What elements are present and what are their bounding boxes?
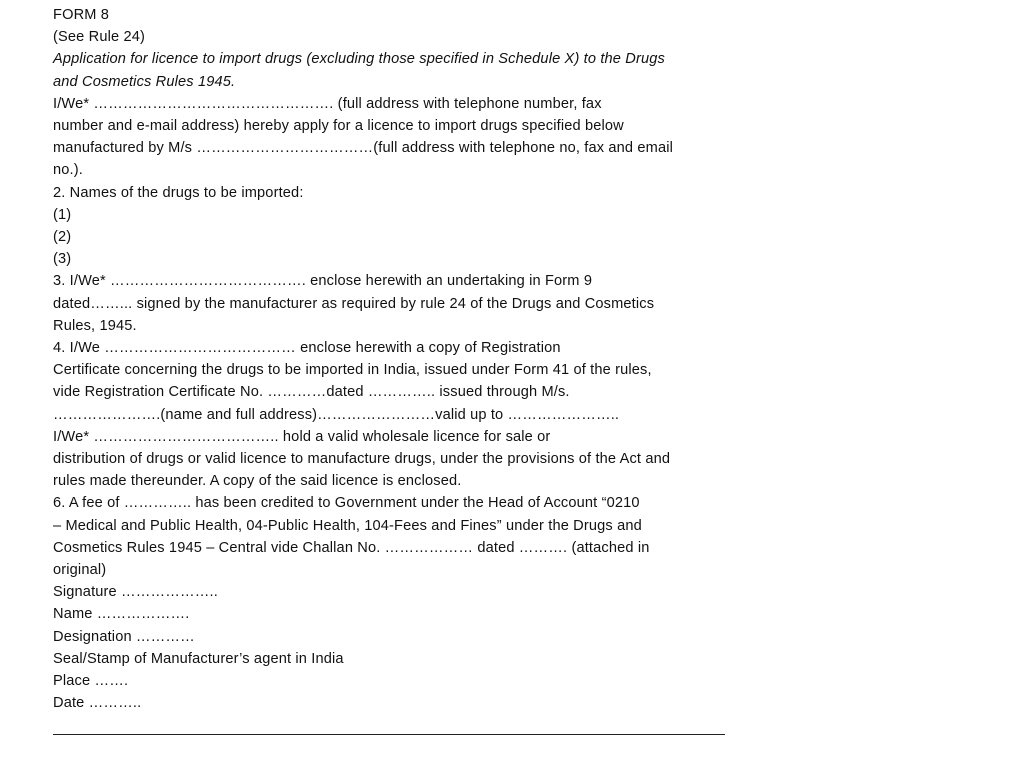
- seal-stamp-label: Seal/Stamp of Manufacturer’s agent in India: [53, 650, 344, 667]
- body-line: ………………….(name and full address)……………………valid up to …………………..: [53, 406, 620, 423]
- body-line: 4. I/We ………………………………… enclose herewith a copy of Registration: [53, 340, 561, 357]
- drug-entry-1: (1): [53, 206, 72, 223]
- form-title: FORM 8: [53, 7, 110, 23]
- body-line: Certificate concerning the drugs to be imported in India, issued under Form 41 of the rules,: [53, 362, 652, 379]
- body-line: original): [53, 562, 107, 579]
- signature-field: Signature ………………..: [53, 584, 218, 601]
- name-field: Name ……………….: [53, 606, 190, 623]
- body-line: 3. I/We* …………………………………. enclose herewith an undertaking in Form 9: [53, 273, 593, 290]
- drug-entry-3: (3): [53, 251, 72, 268]
- body-line: manufactured by M/s ………………………………(full address with telephone no, fax and email: [53, 140, 674, 157]
- place-field: Place …….: [53, 673, 129, 690]
- body-line: I/We* …………………………………………. (full address with telephone number, fax: [53, 95, 602, 112]
- form-8-document: [53, 4, 993, 715]
- drug-names-heading: 2. Names of the drugs to be imported:: [53, 184, 304, 201]
- bottom-separator-line: [53, 734, 725, 735]
- body-line: – Medical and Public Health, 04-Public Health, 104-Fees and Fines” under the Drugs and: [53, 517, 642, 534]
- date-field: Date ………..: [53, 695, 142, 712]
- form-heading-line-1: Application for licence to import drugs (excluding those specified in Schedule X) to the Drugs: [53, 51, 665, 68]
- body-line: I/We* ……………………………….. hold a valid wholesale licence for sale or: [53, 428, 551, 445]
- body-line: no.).: [53, 162, 83, 179]
- rule-reference: (See Rule 24): [53, 29, 145, 46]
- body-line: Cosmetics Rules 1945 – Central vide Challan No. ……………… dated ………. (attached in: [53, 539, 650, 556]
- body-line: Rules, 1945.: [53, 317, 137, 334]
- form-heading-line-2: and Cosmetics Rules 1945.: [53, 73, 236, 90]
- body-line: distribution of drugs or valid licence to manufacture drugs, under the provisions of the Act and: [53, 451, 671, 468]
- designation-field: Designation …………: [53, 628, 195, 645]
- body-line: dated……... signed by the manufacturer as required by rule 24 of the Drugs and Cosmetics: [53, 295, 655, 312]
- drug-entry-2: (2): [53, 229, 72, 246]
- body-line: rules made thereunder. A copy of the said licence is enclosed.: [53, 473, 462, 490]
- body-line: vide Registration Certificate No. …………dated ………….. issued through M/s.: [53, 384, 570, 401]
- body-line: number and e-mail address) hereby apply for a licence to import drugs specified below: [53, 118, 624, 135]
- body-line: 6. A fee of ………….. has been credited to Government under the Head of Account “0210: [53, 495, 640, 512]
